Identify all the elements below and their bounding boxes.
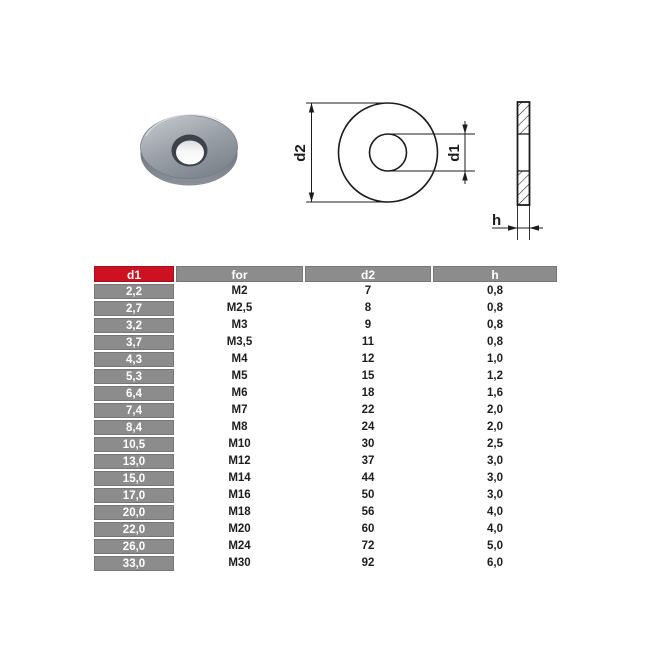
arrow-up — [309, 103, 314, 113]
table-row — [94, 454, 557, 469]
cell-d1: 17,0 — [94, 488, 174, 503]
cell-h: 3,0 — [433, 471, 557, 486]
column-header-d2: d2 — [305, 266, 431, 282]
cell-h: 1,2 — [433, 369, 557, 384]
cell-for: M20 — [176, 522, 303, 537]
cell-for: M5 — [176, 369, 303, 384]
washer-photo — [141, 115, 238, 186]
table-row — [94, 335, 557, 350]
spec-table-body — [94, 284, 557, 571]
cell-d2: 50 — [305, 488, 431, 503]
cell-d2: 12 — [305, 352, 431, 367]
cell-for: M6 — [176, 386, 303, 401]
cell-d2: 92 — [305, 556, 431, 571]
outer-circle — [339, 103, 438, 202]
cell-d2: 30 — [305, 437, 431, 452]
table-row — [94, 488, 557, 503]
table-row — [94, 437, 557, 452]
cell-h: 3,0 — [433, 488, 557, 503]
table-row — [94, 369, 557, 384]
cell-h: 1,6 — [433, 386, 557, 401]
arrow-down — [309, 193, 314, 203]
cell-for: M2 — [176, 284, 303, 299]
table-row — [94, 522, 557, 537]
table-row — [94, 420, 557, 435]
cell-d2: 56 — [305, 505, 431, 520]
table-row — [94, 556, 557, 571]
table-row — [94, 301, 557, 316]
cell-d2: 24 — [305, 420, 431, 435]
cell-for: M24 — [176, 539, 303, 554]
cell-h: 0,8 — [433, 301, 557, 316]
cell-d2: 9 — [305, 318, 431, 333]
cell-d2: 22 — [305, 403, 431, 418]
inner-circle — [370, 134, 407, 171]
cell-for: M8 — [176, 420, 303, 435]
cell-d1: 2,7 — [94, 301, 174, 316]
table-row — [94, 403, 557, 418]
cell-d1: 20,0 — [94, 505, 174, 520]
cell-d2: 18 — [305, 386, 431, 401]
table-row — [94, 505, 557, 520]
cell-d1: 13,0 — [94, 454, 174, 469]
table-row — [94, 386, 557, 401]
cell-h: 2,5 — [433, 437, 557, 452]
cell-for: M3,5 — [176, 335, 303, 350]
cell-d2: 8 — [305, 301, 431, 316]
cell-h: 4,0 — [433, 522, 557, 537]
cell-d2: 72 — [305, 539, 431, 554]
cell-h: 2,0 — [433, 420, 557, 435]
spec-table — [94, 266, 557, 573]
cell-d2: 60 — [305, 522, 431, 537]
cell-d1: 3,2 — [94, 318, 174, 333]
cell-d1: 5,3 — [94, 369, 174, 384]
cell-for: M14 — [176, 471, 303, 486]
cell-d1: 22,0 — [94, 522, 174, 537]
cell-d1: 15,0 — [94, 471, 174, 486]
table-header-row — [94, 266, 557, 282]
table-row — [94, 352, 557, 367]
table-row — [94, 318, 557, 333]
table-row — [94, 284, 557, 299]
cell-for: M2,5 — [176, 301, 303, 316]
cell-for: M4 — [176, 352, 303, 367]
arrow-left — [530, 225, 540, 230]
cell-h: 3,0 — [433, 454, 557, 469]
cell-d1: 33,0 — [94, 556, 174, 571]
cell-d1: 3,7 — [94, 335, 174, 350]
cell-for: M18 — [176, 505, 303, 520]
arrow-down — [462, 125, 467, 135]
column-header-h: h — [433, 266, 557, 282]
cell-h: 4,0 — [433, 505, 557, 520]
cell-d1: 7,4 — [94, 403, 174, 418]
cell-d1: 6,4 — [94, 386, 174, 401]
table-row — [94, 539, 557, 554]
cell-for: M3 — [176, 318, 303, 333]
arrow-right — [508, 225, 518, 230]
cell-for: M10 — [176, 437, 303, 452]
cell-h: 0,8 — [433, 284, 557, 299]
cell-h: 0,8 — [433, 318, 557, 333]
cell-d1: 8,4 — [94, 420, 174, 435]
arrow-up — [462, 171, 467, 181]
cell-d1: 2,2 — [94, 284, 174, 299]
cell-h: 2,0 — [433, 403, 557, 418]
cell-d1: 4,3 — [94, 352, 174, 367]
table-row — [94, 471, 557, 486]
cell-for: M30 — [176, 556, 303, 571]
cell-h: 0,8 — [433, 335, 557, 350]
cell-d2: 11 — [305, 335, 431, 350]
cell-h: 6,0 — [433, 556, 557, 571]
cell-d1: 10,5 — [94, 437, 174, 452]
cell-d2: 37 — [305, 454, 431, 469]
front-view-drawing — [292, 103, 475, 202]
cell-h: 1,0 — [433, 352, 557, 367]
label-h: h — [492, 212, 502, 229]
column-header-for: for — [176, 266, 303, 282]
cell-d2: 7 — [305, 284, 431, 299]
cell-d2: 15 — [305, 369, 431, 384]
cell-h: 5,0 — [433, 539, 557, 554]
label-d1: d1 — [446, 144, 463, 162]
illustration — [0, 0, 650, 260]
side-view-drawing — [492, 102, 543, 240]
column-header-d1: d1 — [94, 266, 174, 282]
label-d2: d2 — [292, 144, 309, 162]
cell-for: M16 — [176, 488, 303, 503]
cell-for: M12 — [176, 454, 303, 469]
cell-for: M7 — [176, 403, 303, 418]
cell-d2: 44 — [305, 471, 431, 486]
cell-d1: 26,0 — [94, 539, 174, 554]
